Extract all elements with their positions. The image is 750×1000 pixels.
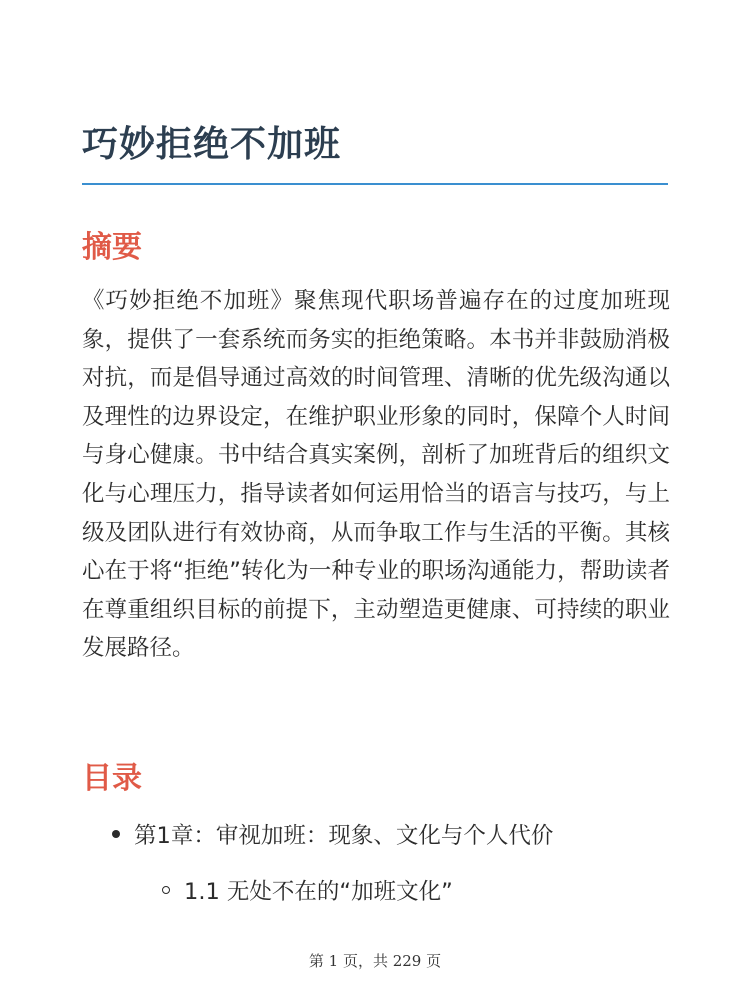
toc-item-label: 1.1 无处不在的“加班文化” (184, 879, 453, 905)
toc-item-section-1-1[interactable] (162, 874, 453, 906)
bullet-circle-icon (162, 886, 170, 894)
abstract-body: 《巧妙拒绝不加班》聚焦现代职场普遍存在的过度加班现象，提供了一套系统而务实的拒绝策略。本书并非鼓励消极对抗，而是倡导通过高效的时间管理、清晰的优先级沟通以及理性的边界设定，在维护职业形象的同时，保障个人时间与身心健康。书中结合真实案例，剖析了加班背后的组织文化与心理压力，指导读者如何运用恰当的语言与技巧，与上级及团队进行有效协商，从而争取工作与生活的平衡。其核心在于将“拒绝”转化为一种专业的职场沟通能力，帮助读者在尊重组织目标的前提下，主动塑造更健康、可持续的职业发展路径。 (82, 288, 670, 662)
title-divider (82, 183, 668, 185)
abstract-heading: 摘要 (82, 230, 142, 265)
toc-heading: 目录 (82, 761, 142, 796)
page-indicator: 第 1 页，共 229 页 (308, 952, 442, 970)
toc-item-chapter-1[interactable] (112, 818, 553, 850)
bullet-disc-icon (112, 830, 120, 838)
document-title: 巧妙拒绝不加班 (82, 124, 342, 165)
toc-item-label: 第1章：审视加班：现象、文化与个人代价 (134, 823, 554, 849)
